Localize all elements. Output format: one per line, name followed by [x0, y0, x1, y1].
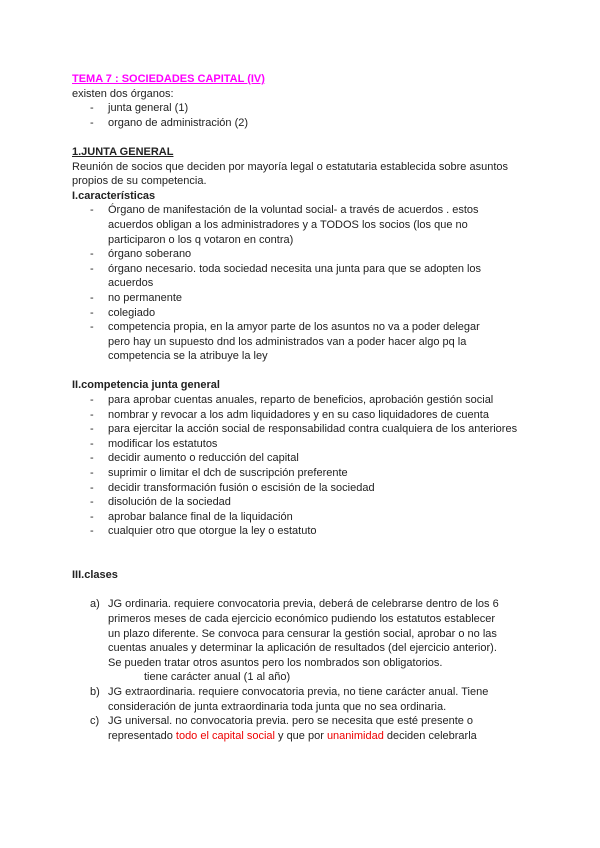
item-text: deciden celebrarla — [383, 729, 477, 742]
item-text: JG universal. no convocatoria previa. pero se necesita que esté presente o representado — [108, 715, 474, 742]
list-item: - para aprobar cuentas anuales, reparto de beneficios, aprobación gestión social — [72, 393, 552, 408]
list-item: - para ejercitar la acción social de responsabilidad contra cualquiera de los anteriores — [72, 422, 552, 437]
item-text: y que por — [274, 729, 327, 742]
item-label: b) — [90, 685, 100, 698]
clases-list — [72, 597, 502, 743]
subsection-heading: I.características — [72, 189, 156, 202]
list-item: - órgano soberano — [72, 247, 496, 262]
list-item: - organo de administración (2) — [72, 116, 532, 131]
list-item: - suprimir o limitar el dch de suscripción preferente — [72, 466, 552, 481]
intro-text: existen dos órganos: — [72, 87, 174, 100]
item-label: c) — [90, 715, 100, 728]
subsection-heading: II.competencia junta general — [72, 379, 220, 392]
document-content — [72, 72, 532, 743]
list-item: - decidir transformación fusión o escisión de la sociedad — [72, 481, 552, 496]
competencia-list — [72, 393, 552, 539]
caracteristicas-list — [72, 203, 496, 364]
list-item: - modificar los estatutos — [72, 437, 552, 452]
list-item — [72, 597, 502, 685]
document-title: TEMA 7 : SOCIEDADES CAPITAL (IV) — [72, 73, 265, 85]
definition-text: Reunión de socios que deciden por mayoría legal o estatutaria establecida sobre asuntos propios de su competencia. — [72, 160, 508, 188]
section-heading: 1.JUNTA GENERAL — [72, 145, 174, 158]
list-item: - colegiado — [72, 306, 496, 321]
list-item: - nombrar y revocar a los adm liquidadores y en su caso liquidadores de cuenta — [72, 408, 552, 423]
list-item: - cualquier otro que otorgue la ley o estatuto — [72, 524, 552, 539]
highlight-text: todo el capital social — [175, 729, 275, 742]
list-item: - disolución de la sociedad — [72, 495, 552, 510]
list-item: - aprobar balance final de la liquidación — [72, 510, 552, 525]
highlight-text: unanimidad — [326, 729, 384, 742]
item-label: a) — [90, 598, 100, 611]
list-item: - Órgano de manifestación de la voluntad social- a través de acuerdos . estos acuerdos obligan a los administradores y a TODOS los socios (los que no participaron o los q votaron en contra) — [72, 203, 496, 247]
list-item: - órgano necesario. toda sociedad necesita una junta para que se adopten los acuerdos — [72, 262, 496, 291]
list-item — [72, 685, 502, 714]
list-item: - junta general (1) — [72, 101, 532, 116]
subsection-heading: III.clases — [72, 569, 118, 582]
organos-list — [72, 101, 532, 130]
list-item: - competencia propia, en la amyor parte de los asuntos no va a poder delegar pero hay un supuesto dnd los administrados van a poder hacer algo pq la competencia se la atribuye la ley — [72, 320, 496, 364]
item-note: tiene carácter anual (1 al año) — [144, 671, 291, 684]
item-text: JG ordinaria. requiere convocatoria previa, deberá de celebrarse dentro de los 6 primeros meses de cada ejercicio económico pudiendo los estatutos establecer un plazo diferente. Se convoca para censurar la gestión social, aprobar o no las cuentas anuales y determinar la aplicación de resultados (del ejercicio anterior). Se pueden tratar otros asuntos pero los nombrados son obligatorios. — [108, 598, 499, 669]
list-item: - no permanente — [72, 291, 496, 306]
list-item: - decidir aumento o reducción del capital — [72, 451, 552, 466]
item-text: JG extraordinaria. requiere convocatoria previa, no tiene carácter anual. Tiene consideración de junta extraordinaria toda junta que no sea ordinaria. — [108, 685, 489, 713]
list-item — [72, 714, 502, 743]
